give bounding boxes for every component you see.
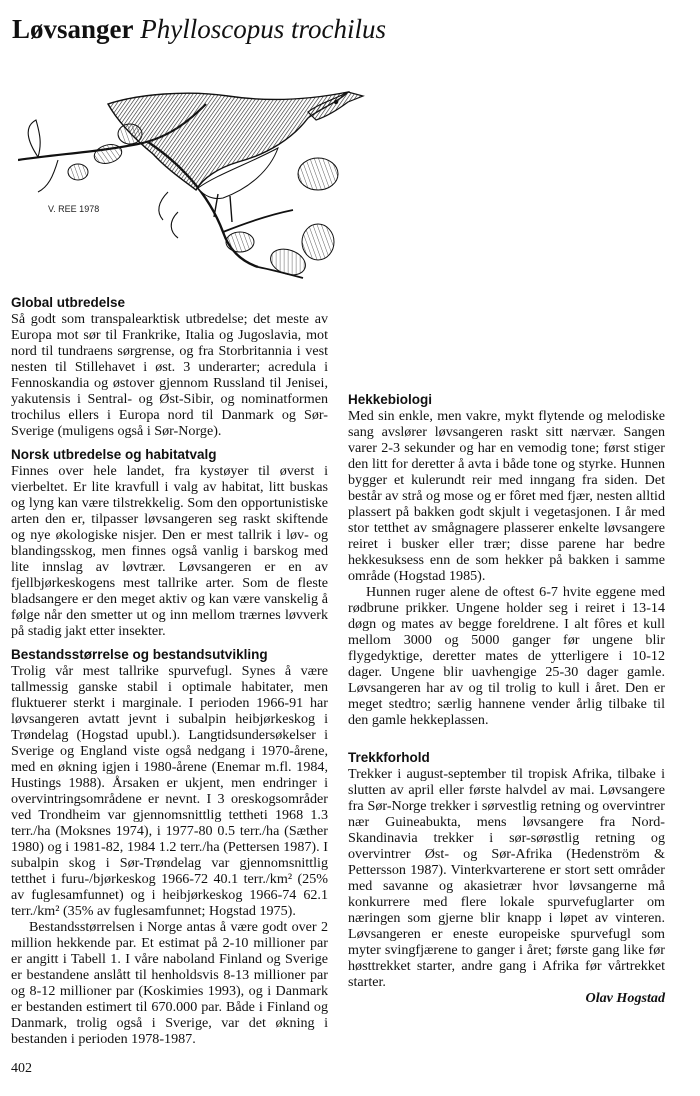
species-scientific-name: Phylloscopus trochilus [140, 14, 386, 44]
page-number: 402 [11, 1061, 32, 1076]
right-column [348, 298, 665, 1006]
section-body-trekk: Trekker i august-september til tropisk Afrika, tilbake i slutten av april eller første halvdel av mai. Løvsangere fra Sør-Norge trekker i sørvestlig retning og overvintrer nær Guineabukta, mens løvsangere fra Nord-Skandinavia trekker i sør-sørøstlig retning og overvintrer Øst- og Sør-Afrika (Hedenström & Pettersson 1987). Vinterkvarterene er stort sett områder med savanne og akasietrær hvor løvsangerne må konkurrere med flere lokale spurvefuglarter om næringen som gjerne blir knapp i løpet av vinteren. Løvsangeren er eneste europeiske spurvefugl som myter svingfjærene to ganger i året; første gang like før høsttrekket starter, andre gang i Afrika før vårtrekket starter. [348, 766, 665, 990]
section-heading-hekke: Hekkebiologi [348, 392, 433, 407]
section-body-bestand-1: Trolig vår mest tallrike spurvefugl. Synes å være tallmessig ganske stabil i optimale habitater, men fluktuerer sterkt i marginale. I perioden 1966-91 har løvsangeren avtatt jevnt i subalpin heibjørkeskog i Trøndelag (Hogstad upubl.). Langtidsundersøkelser i Sverige og England viste også nedgang i 1970-årene, med en økning igjen i 1980-årene (Enemar m.fl. 1984, Hustings 1988). Årsaken er ukjent, men endringer i overvintringsområdene er nevnt. I 3 oreskogsområder ved Trondheim var gjennomsnittlig tettheti 1968 1.3 terr./ha (Moksnes 1974), i 1977-80 0.5 terr./ha (Sæther 1980) og i 1981-82, 1984 1.2 terr./ha (Pettersen 1987). I subalpin skog i Sør-Trøndelag var gjennomsnittlig tetthet i furu-/bjørkeskog 1966-72 40.1 terr./km² (25% av fuglesamfunnet) og i heibjørkeskog 1966-74 62.1 terr./km² (35% av fuglesamfunnet; Hogstad 1975). [11, 663, 328, 919]
section-body-hekke-1: Med sin enkle, men vakre, mykt flytende og melodiske sang avslører løvsangeren raskt sitt nærvær. Sangen varer 2-3 sekunder og har en vemodig tone; først stiger den litt for deretter å avta i både tone og styrke. Hunnen bygger et kulerundt reir med inngang fra siden. Det består av strå og mose og er fôret med fjær, nesten alltid plassert på bakken godt skjult i vegetasjonen. I år med stor tetthet av smågnagere plasserer enkelte løvsangere reiret i busker eller trær; disse parene har bedre hekkesuksess enn de som hekker på bakken i samme område (Hogstad 1985). [348, 408, 665, 584]
bird-illustration [18, 82, 368, 282]
species-common-name: Løvsanger [12, 14, 134, 44]
section-heading-trekk: Trekkforhold [348, 750, 430, 765]
author-name: Olav Hogstad [585, 990, 665, 1006]
section-heading-global: Global utbredelse [11, 295, 126, 310]
section-heading-norsk: Norsk utbredelse og habitatvalg [11, 447, 217, 462]
page-title [12, 12, 386, 46]
section-body-bestand-2: Bestandsstørrelsen i Norge antas å være godt over 2 million hekkende par. Et estimat på 2-10 millioner par er angitt i Tabell 1. I våre naboland Finland og Sverige er bestandene anslått til henholdsvis 8-13 millioner par og 8-12 millioner par (Koskimies 1993), og i Danmark er bestanden estimert til 670.000 par. Både i Finland og Danmark, trolig også i Sverige, var det økning i bestanden i perioden 1978-1987. [11, 919, 328, 1047]
illustration-signature: V. REE 1978 [48, 204, 100, 214]
section-body-hekke-2: Hunnen ruger alene de oftest 6-7 hvite eggene med rødbrune prikker. Ungene holder seg i reiret i 13-14 døgn og mates av begge foreldrene. I alt fôres et kull mellom 3000 og 5000 ganger før ungene blir flygedyktige, deretter mates de ytterligere i 10-12 dager. Ungene blir uavhengige 25-30 dager gamle. Løvsangeren har av og til trolig to kull i året. Den er meget stedtro; særlig hannene vender årlig tilbake til den gamle hekkeplassen. [348, 584, 665, 728]
section-body-global: Så godt som transpalearktisk utbredelse; det meste av Europa mot sør til Frankrike, Italia og Jugoslavia, mot nord til tundraens sørgrense, og fra Storbritannia i vest nesten til Stillehavet i øst. 3 underarter; acredula i Fennoskandia og østover gjennom Russland til Jenisei, yakutensis i Sentral- og Øst-Sibir, og nominatformen trochilus ellers i Europa nord til Danmark og Sør-Sverige (muligens også i Sør-Norge). [11, 311, 328, 439]
section-body-norsk: Finnes over hele landet, fra kystøyer til øverst i vierbeltet. Er lite kravfull i valg av habitat, litt buskas og lyng kan være tilstrekkelig. Som den opportunistiske arten den er, tilpasser løvsangeren seg raskt skiftende og nye økologiske nisjer. Den er mest tallrik i løv- og blandingsskog, men finnes også vanlig i barskog med lite innslag av løvtrær. Løvsangeren er en av fjellbjørkeskogens mest tallrike arter. Som de fleste bladsangere er den meget aktiv og kan være vanskelig å følge når den smetter ut og inn mellom trærnes løvverk på stadig jakt etter insekter. [11, 463, 328, 639]
section-heading-bestand: Bestandsstørrelse og bestandsutvikling [11, 647, 268, 662]
left-column [11, 295, 328, 1047]
